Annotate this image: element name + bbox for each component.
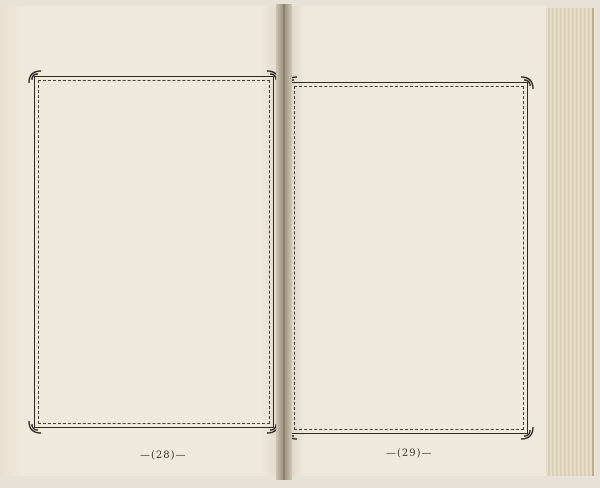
left-page-border — [34, 76, 274, 428]
book-spine-gutter — [276, 4, 292, 480]
left-page — [0, 6, 290, 476]
text-column — [243, 93, 259, 411]
text-column — [225, 93, 241, 411]
left-text-columns — [49, 93, 259, 411]
text-column — [84, 93, 100, 411]
right-text-columns — [305, 99, 513, 417]
text-column — [427, 99, 443, 417]
page-edges — [546, 8, 594, 476]
text-column — [357, 99, 373, 417]
page-number: —(28)— — [140, 450, 187, 461]
text-column — [392, 99, 408, 417]
text-column — [375, 99, 391, 417]
text-column — [305, 99, 321, 417]
corner-ornament-icon — [519, 75, 535, 91]
corner-ornament-icon — [519, 425, 535, 441]
text-column — [155, 93, 171, 411]
text-column — [322, 99, 338, 417]
text-column — [67, 93, 83, 411]
text-column — [208, 93, 224, 411]
corner-ornament-icon — [27, 69, 43, 85]
text-column — [49, 93, 65, 411]
text-column — [462, 99, 478, 417]
right-page-border — [290, 82, 528, 434]
right-page — [284, 6, 546, 476]
corner-ornament-icon — [27, 419, 43, 435]
text-column — [137, 93, 153, 411]
text-column — [445, 99, 461, 417]
text-column — [120, 93, 136, 411]
page-number: —(29)— — [386, 448, 433, 459]
text-column — [410, 99, 426, 417]
text-column — [102, 93, 118, 411]
text-column — [480, 99, 496, 417]
text-column — [340, 99, 356, 417]
text-column — [172, 93, 188, 411]
text-column — [497, 99, 513, 417]
text-column — [190, 93, 206, 411]
